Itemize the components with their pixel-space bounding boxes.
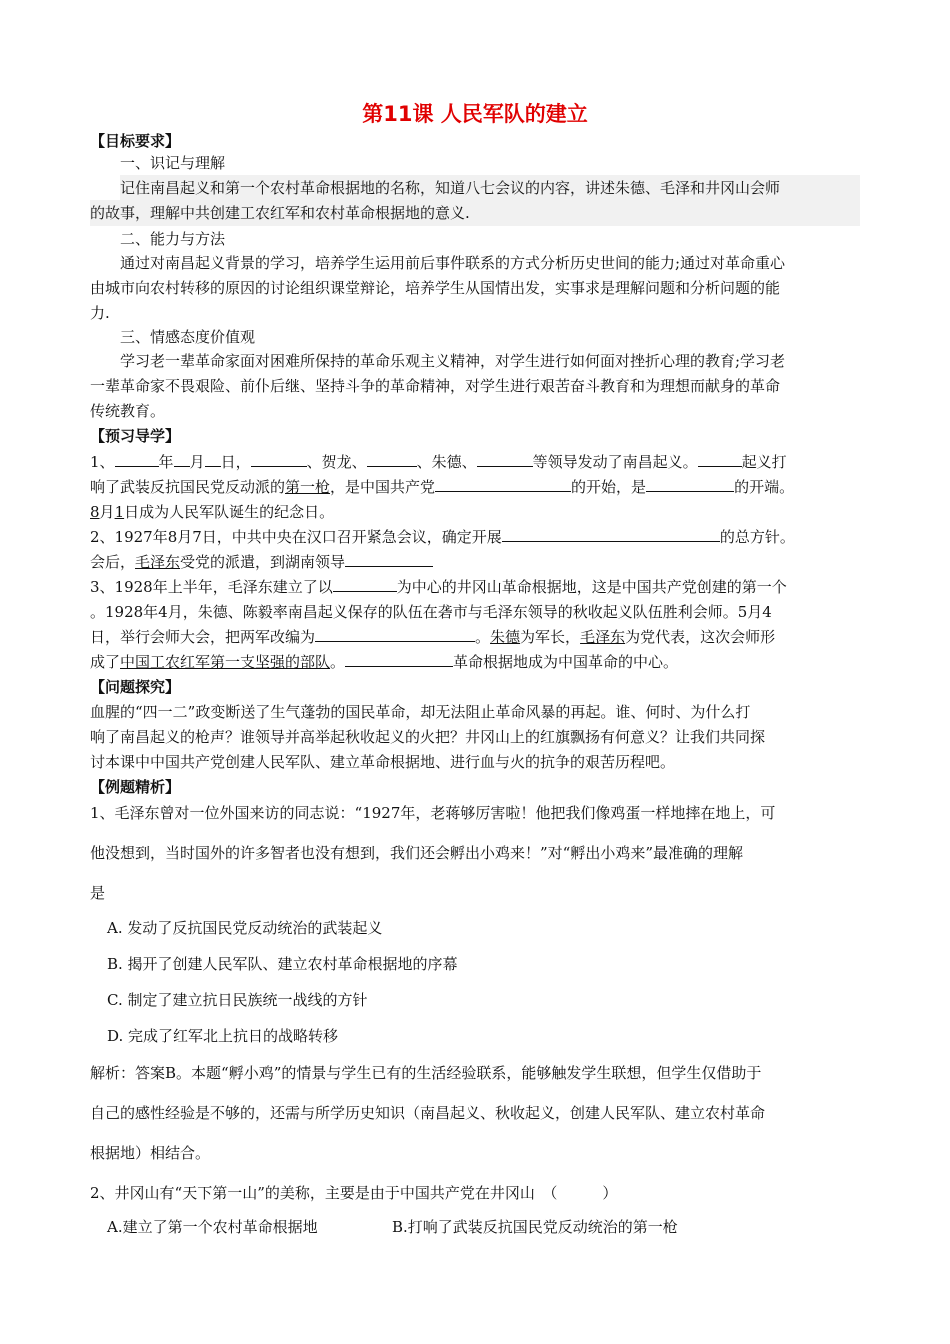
fill-blank[interactable] <box>646 475 734 492</box>
example-1-stem: 1、毛泽东曾对一位外国来访的同志说：“1927年，老蒋够厉害啦！他把我们像鸡蛋一样地摔在地上，可 <box>90 804 776 822</box>
paragraph-line: 由城市向农村转移的原因的讨论组织课堂辩论，培养学生从国情出发，实事求是理解问题和分析问题的能 <box>90 279 781 297</box>
text: 响了武装反抗国民党反动派的 <box>90 478 286 496</box>
text: 月 <box>189 453 205 471</box>
text: 日，举行会师大会，把两军改编为 <box>90 628 316 646</box>
fill-blank[interactable] <box>115 450 159 467</box>
question-2-line-1 <box>90 524 870 550</box>
underlined-answer: 第一枪 <box>285 478 331 496</box>
analysis-line: 自己的感性经验是不够的，还需与所学历史知识（南昌起义、秋收起义，创建人民军队、建立农村革命 <box>90 1104 766 1122</box>
option-a: A. 发动了反抗国民党反动统治的武装起义 <box>107 919 383 937</box>
text: 、朱德、 <box>416 453 477 471</box>
question-3-line-4 <box>90 649 870 675</box>
example-1-stem: 他没想到，当时国外的许多智者也没有想到，我们还会孵出小鸡来！”对“孵出小鸡来”最准确的理解 <box>90 844 744 862</box>
underlined-answer: 朱德 <box>490 628 521 646</box>
text: 、贺龙、 <box>306 453 367 471</box>
subheading-values: 三、情感态度价值观 <box>120 328 256 346</box>
paragraph-line: 的故事，理解中共创建工农红军和农村革命根据地的意义. <box>90 200 860 226</box>
example-2-stem: 2、井冈山有“天下第一山”的美称，主要是由于中国共产党在井冈山 （ ） <box>90 1184 618 1202</box>
analysis-line: 根据地）相结合。 <box>90 1144 211 1162</box>
underlined-answer: 毛泽东 <box>135 553 181 571</box>
fill-blank[interactable] <box>251 450 307 467</box>
fill-blank[interactable] <box>315 625 475 642</box>
text: 为军长， <box>520 628 581 646</box>
text: 成了 <box>90 653 121 671</box>
underlined-answer: 1 <box>114 503 125 521</box>
paragraph-line: 响了南昌起义的枪声？谁领导并高举起秋收起义的火把？井冈山上的红旗飘扬有何意义？让我们共同探 <box>90 728 766 746</box>
text: 3、1928年上半年，毛泽东建立了以 <box>90 578 333 596</box>
fill-blank[interactable] <box>333 575 397 592</box>
subheading-memory: 一、识记与理解 <box>120 154 226 172</box>
fill-blank[interactable] <box>698 450 742 467</box>
question-1-line-3 <box>90 499 870 525</box>
text: 起义打 <box>741 453 787 471</box>
text: 2、1927年8月7日，中共中央在汉口召开紧急会议，确定开展 <box>90 528 502 546</box>
paragraph-line: 血腥的“四一二”政变断送了生气蓬勃的国民革命，却无法阻止革命风暴的再起。谁、何时、为什么打 <box>90 703 751 721</box>
paragraph-line: 记住南昌起义和第一个农村革命根据地的名称，知道八七会议的内容，讲述朱德、毛泽和井冈山会师 <box>120 175 860 201</box>
paragraph-line: 传统教育。 <box>90 402 166 420</box>
text: 。 <box>330 653 346 671</box>
text: 的开始，是 <box>571 478 647 496</box>
question-1-line-1 <box>90 449 870 475</box>
text: 为中心的井冈山革命根据地，这是中国共产党创建的第一个 <box>396 578 787 596</box>
text: 1、 <box>90 453 115 471</box>
paragraph-line: 通过对南昌起义背景的学习，培养学生运用前后事件联系的方式分析历史世间的能力;通过对革命重心 <box>120 254 786 272</box>
text: ，是中国共产党 <box>330 478 436 496</box>
fill-blank[interactable] <box>174 450 190 467</box>
underlined-answer: 毛泽东 <box>580 628 626 646</box>
fill-blank[interactable] <box>345 550 433 567</box>
question-3-line-1 <box>90 574 870 600</box>
option-b: B.打响了武装反抗国民党反动统治的第一枪 <box>392 1218 678 1236</box>
text: 受党的派遣，到湖南领导 <box>180 553 346 571</box>
fill-blank[interactable] <box>367 450 417 467</box>
paragraph-line: 力. <box>90 304 110 322</box>
option-a: A.建立了第一个农村革命根据地 <box>107 1218 318 1236</box>
question-3-line-3 <box>90 624 870 650</box>
paragraph-line: 学习老一辈革命家面对困难所保持的革命乐观主义精神，对学生进行如何面对挫折心理的教育;学习老 <box>120 352 786 370</box>
text: 的开端。 <box>734 478 795 496</box>
subheading-ability: 二、能力与方法 <box>120 230 226 248</box>
paragraph-line: 一辈革命家不畏艰险、前仆后继、坚持斗争的革命精神，对学生进行艰苦奋斗教育和为理想而献身的革命 <box>90 377 781 395</box>
text: 日成为人民军队诞生的纪念日。 <box>124 503 335 521</box>
section-heading-inquiry: 【问题探究】 <box>90 678 181 696</box>
underlined-answer: 8 <box>90 503 100 521</box>
question-1-line-2 <box>90 474 870 500</box>
text: 月 <box>99 503 115 521</box>
underlined-answer: 中国工农红军第一支坚强的部队 <box>120 653 331 671</box>
fill-blank[interactable] <box>502 525 720 542</box>
text: 年 <box>158 453 174 471</box>
text: 会后， <box>90 553 136 571</box>
option-c: C. 制定了建立抗日民族统一战线的方针 <box>107 991 368 1009</box>
text: 日， <box>220 453 251 471</box>
text: 。 <box>475 628 491 646</box>
fill-blank[interactable] <box>205 450 221 467</box>
text: 革命根据地成为中国革命的中心。 <box>453 653 679 671</box>
section-heading-examples: 【例题精析】 <box>90 778 181 796</box>
option-d: D. 完成了红军北上抗日的战略转移 <box>107 1027 339 1045</box>
question-2-line-2 <box>90 549 870 575</box>
example-1-stem: 是 <box>90 884 106 902</box>
analysis-line: 解析：答案B。本题“孵小鸡”的情景与学生已有的生活经验联系，能够触发学生联想，但学生仅借助于 <box>90 1064 762 1082</box>
text: 的总方针。 <box>719 528 795 546</box>
fill-blank[interactable] <box>435 475 571 492</box>
question-3-line-2: 。1928年4月，朱德、陈毅率南昌起义保存的队伍在砻市与毛泽东领导的秋收起义队伍胜利会师。5月4 <box>90 603 772 621</box>
section-heading-goals: 【目标要求】 <box>90 132 181 150</box>
paragraph-line: 讨本课中中国共产党创建人民军队、建立革命根据地、进行血与火的抗争的艰苦历程吧。 <box>90 753 676 771</box>
text: 为党代表，这次会师形 <box>625 628 776 646</box>
page-title: 第11课 人民军队的建立 <box>362 102 588 126</box>
option-b: B. 揭开了创建人民军队、建立农村革命根据地的序幕 <box>107 955 458 973</box>
text: 等领导发动了南昌起义。 <box>532 453 698 471</box>
fill-blank[interactable] <box>477 450 533 467</box>
fill-blank[interactable] <box>345 650 453 667</box>
section-heading-preview: 【预习导学】 <box>90 427 181 445</box>
